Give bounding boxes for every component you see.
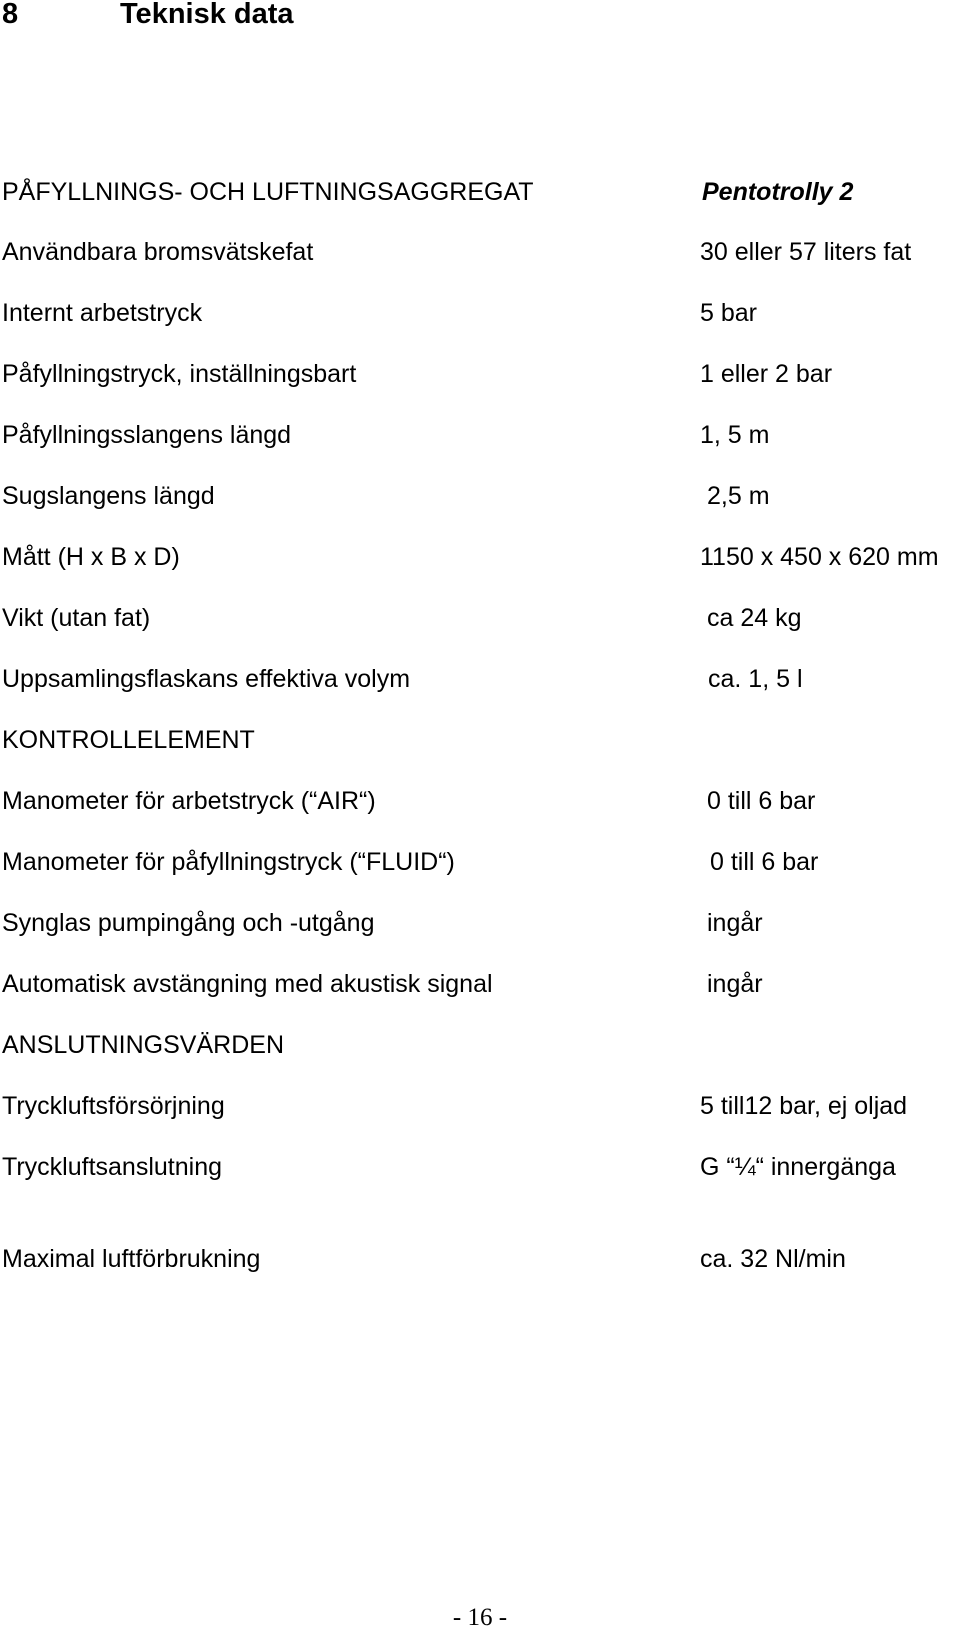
spec-row <box>0 598 960 638</box>
spec-value: 2,5 m <box>707 482 770 510</box>
spec-value: 1, 5 m <box>700 421 770 449</box>
spec-row <box>0 232 960 272</box>
spec-row <box>0 476 960 516</box>
spec-row <box>0 293 960 333</box>
controls-section-title: KONTROLLELEMENT <box>2 726 255 754</box>
spec-label: Användbara bromsvätskefat <box>2 238 314 266</box>
connections-section-title: ANSLUTNINGSVÄRDEN <box>2 1031 284 1059</box>
spec-row <box>0 537 960 577</box>
section-title: Teknisk data <box>120 0 294 30</box>
spec-value: 1150 x 450 x 620 mm <box>700 543 939 571</box>
spec-value: 0 till 6 bar <box>707 787 816 815</box>
spec-label: Mått (H x B x D) <box>2 543 180 571</box>
spec-label: Tryckluftsanslutning <box>2 1153 222 1181</box>
spec-label: Sugslangens längd <box>2 482 215 510</box>
spec-value: G “¼“ innergänga <box>700 1153 896 1181</box>
product-name: Pentotrolly 2 <box>702 178 854 206</box>
page-number: - 16 - <box>452 1604 508 1631</box>
spec-row <box>0 659 960 699</box>
spec-label: Synglas pumpingång och -utgång <box>2 909 375 937</box>
spec-row <box>0 903 960 943</box>
spec-row <box>0 1086 960 1126</box>
spec-value: 1 eller 2 bar <box>700 360 833 388</box>
fill-section-title: PÅFYLLNINGS- OCH LUFTNINGSAGGREGAT <box>2 178 534 206</box>
spec-label: Vikt (utan fat) <box>2 604 151 632</box>
spec-value: ingår <box>707 970 763 998</box>
spec-label: Påfyllningsslangens längd <box>2 421 292 449</box>
controls-section-header <box>0 720 960 760</box>
spec-value: ingår <box>707 909 763 937</box>
spec-value: 0 till 6 bar <box>710 848 819 876</box>
spec-label: Uppsamlingsflaskans effektiva volym <box>2 665 411 693</box>
spec-row <box>0 842 960 882</box>
spec-row <box>0 415 960 455</box>
spec-row <box>0 1147 960 1187</box>
spec-value: ca 24 kg <box>707 604 802 632</box>
spec-row <box>0 964 960 1004</box>
spec-row <box>0 1239 960 1279</box>
section-number: 8 <box>2 0 19 30</box>
spec-row <box>0 781 960 821</box>
spec-value: 30 eller 57 liters fat <box>700 238 912 266</box>
spec-value: 5 bar <box>700 299 757 327</box>
spec-label: Manometer för arbetstryck (“AIR“) <box>2 787 376 815</box>
spec-label: Manometer för påfyllningstryck (“FLUID“) <box>2 848 455 876</box>
spec-value: ca. 1, 5 l <box>708 665 803 693</box>
spec-value: 5 till12 bar, ej oljad <box>700 1092 908 1120</box>
spec-label: Internt arbetstryck <box>2 299 203 327</box>
spec-label: Påfyllningstryck, inställningsbart <box>2 360 357 388</box>
spec-value: ca. 32 Nl/min <box>700 1245 846 1273</box>
spec-label: Automatisk avstängning med akustisk signal <box>2 970 493 998</box>
spec-label: Tryckluftsförsörjning <box>2 1092 225 1120</box>
spec-label: Maximal luftförbrukning <box>2 1245 261 1273</box>
connections-section-header <box>0 1025 960 1065</box>
spec-row <box>0 354 960 394</box>
fill-section-header <box>0 172 960 212</box>
